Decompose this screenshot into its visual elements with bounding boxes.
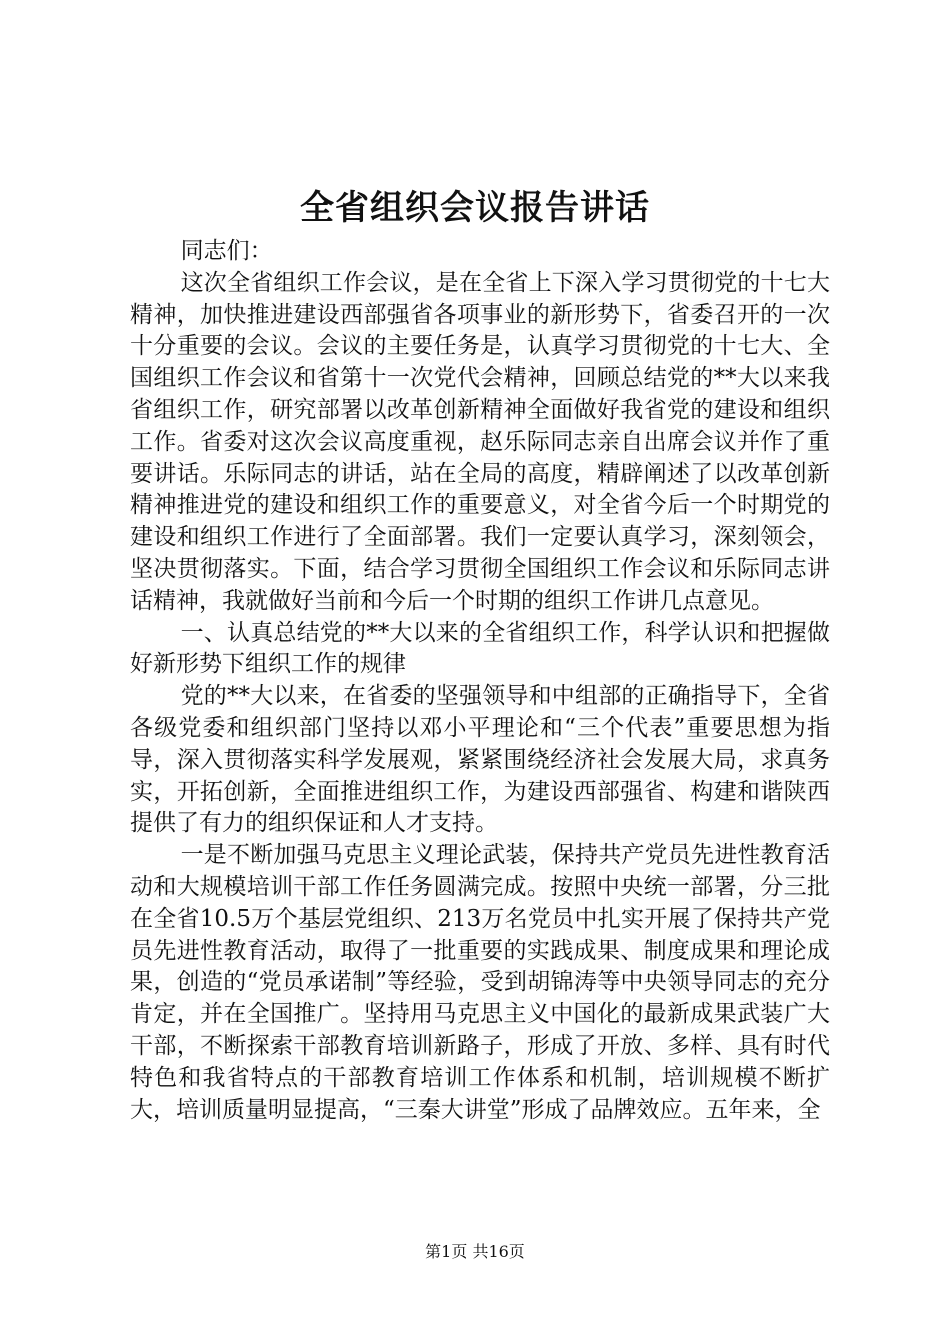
document-title: 全省组织会议报告讲话 [300, 188, 650, 228]
body-paragraph: 党的**大以来，在省委的坚强领导和中组部的正确指导下，全省各级党委和组织部门坚持以邓小平理论和“三个代表”重要思想为指导，深入贯彻落实科学发展观，紧紧围绕经济社会发展大局，求真务实，开拓创新，全面推进组织工作，为建设西部强省、构建和谐陕西提供了有力的组织保证和人才支持。 [130, 683, 830, 837]
salutation-paragraph: 同志们： [180, 238, 273, 264]
body-paragraph: 一是不断加强马克思主义理论武装，保持共产党员先进性教育活动和大规模培训干部工作任务圆满完成。按照中央统一部署，分三批在全省10.5万个基层党组织、213万名党员中扎实开展了保持共产党员先进性教育活动，取得了一批重要的实践成果、制度成果和理论成果，创造的“党员承诺制”等经验，受到胡锦涛等中央领导同志的充分肯定，并在全国推广。坚持用马克思主义中国化的最新成果武装广大干部，不断探索干部教育培训新路子，形成了开放、多样、具有时代特色和我省特点的干部教育培训工作体系和机制，培训规模不断扩大，培训质量明显提高，“三秦大讲堂”形成了品牌效应。五年来，全 [130, 842, 830, 1123]
page-number-footer: 第1页 共16页 [425, 1242, 525, 1261]
document-body [130, 236, 830, 1126]
section-heading-1: 一、认真总结党的**大以来的全省组织工作，科学认识和把握做好新形势下组织工作的规律 [130, 619, 830, 678]
intro-paragraph: 这次全省组织工作会议，是在全省上下深入学习贯彻党的十七大精神，加快推进建设西部强省各项事业的新形势下，省委召开的一次十分重要的会议。会议的主要任务是，认真学习贯彻党的十七大、全国组织工作会议和省第十一次党代会精神，回顾总结党的**大以来我省组织工作，研究部署以改革创新精神全面做好我省党的建设和组织工作。省委对这次会议高度重视，赵乐际同志亲自出席会议并作了重要讲话。乐际同志的讲话，站在全局的高度，精辟阐述了以改革创新精神推进党的建设和组织工作的重要意义，对全省今后一个时期党的建设和组织工作进行了全面部署。我们一定要认真学习，深刻领会，坚决贯彻落实。下面，结合学习贯彻全国组织工作会议和乐际同志讲话精神，我就做好当前和今后一个时期的组织工作讲几点意见。 [130, 269, 830, 614]
